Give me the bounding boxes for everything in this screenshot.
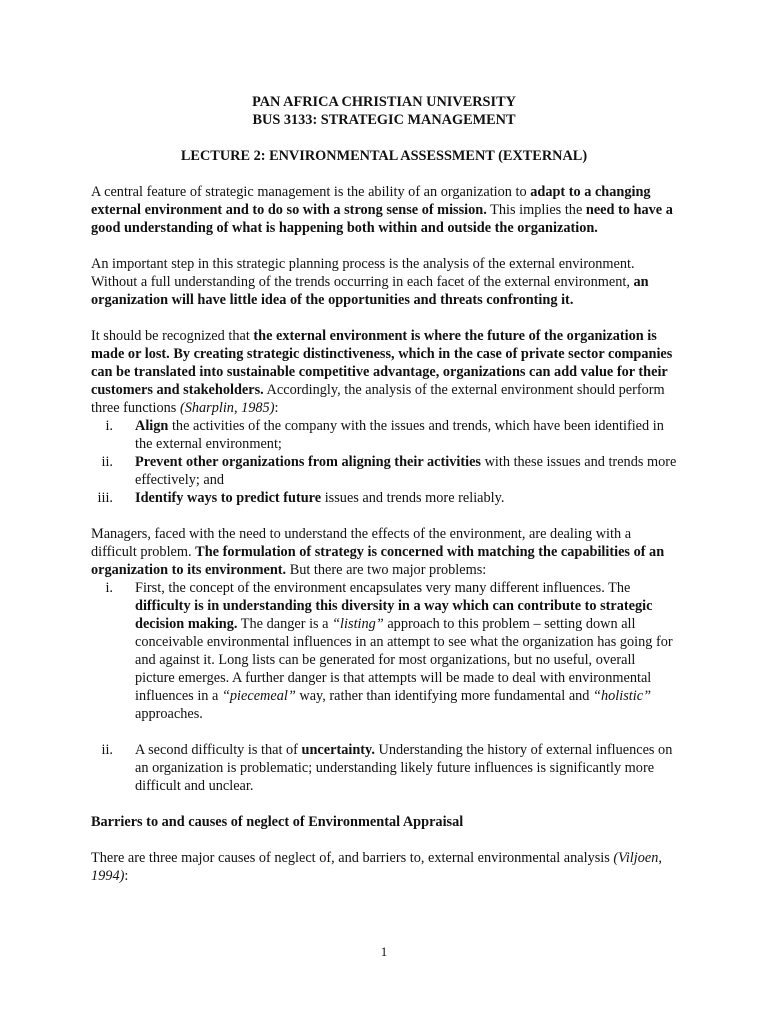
text-span: A central feature of strategic management is the ability of an organization to xyxy=(91,184,531,200)
text-span: This implies the xyxy=(486,202,586,218)
bold-span: Prevent other organizations from aligning their activities xyxy=(135,454,481,470)
managers-paragraph xyxy=(91,525,677,579)
bold-span: need to have a good understanding of what is happening both within and outside the organization. xyxy=(91,202,673,236)
recognition-paragraph xyxy=(91,327,677,417)
list-number: ii. xyxy=(101,742,113,758)
bold-span: uncertainty. xyxy=(301,742,375,758)
lecture-title: LECTURE 2: ENVIRONMENTAL ASSESSMENT (EXTERNAL) xyxy=(180,148,588,164)
document-page xyxy=(91,93,677,885)
problems-list xyxy=(91,579,677,795)
bold-span: an organization will have little idea of the opportunities and threats confronting it. xyxy=(91,274,649,308)
text-span: : xyxy=(274,400,279,416)
text-span: Understanding the history of external influences on an organization is problematic; understanding likely future influences is significantly more difficult and unclear. xyxy=(135,742,673,794)
list-number: i. xyxy=(105,580,113,596)
bold-span: Identify ways to predict future xyxy=(135,490,322,506)
bold-span: adapt to a changing external environment and to do so with a strong sense of mission. xyxy=(91,184,651,218)
text-span: approaches. xyxy=(135,706,203,722)
list-item xyxy=(91,579,677,723)
bold-span: difficulty is in understanding this diversity in a way which can contribute to strategic decision making. xyxy=(135,598,653,632)
list-item xyxy=(91,489,677,507)
causes-paragraph xyxy=(91,849,677,885)
citation: (Sharplin, 1985) xyxy=(179,400,275,416)
text-span: The danger is a xyxy=(237,616,333,632)
text-span: way, rather than identifying more fundamental and xyxy=(295,688,594,704)
list-number: i. xyxy=(105,418,113,434)
bold-span: The formulation of strategy is concerned with matching the capabilities of an organization to its environment. xyxy=(91,544,665,578)
list-item xyxy=(91,453,677,489)
list-spacer xyxy=(91,723,677,741)
text-span: Managers, faced with the need to understand the effects of the environment, are dealing with a difficult problem. xyxy=(91,526,632,560)
analysis-paragraph xyxy=(91,255,677,309)
functions-list xyxy=(91,417,677,507)
course-title: BUS 3133: STRATEGIC MANAGEMENT xyxy=(252,112,516,128)
text-span: There are three major causes of neglect of, and barriers to, external environmental analysis xyxy=(91,850,614,866)
text-span: : xyxy=(124,868,129,884)
italic-span: “piecemeal” xyxy=(221,688,296,704)
section-heading: Barriers to and causes of neglect of Environmental Appraisal xyxy=(91,814,464,830)
university-title: PAN AFRICA CHRISTIAN UNIVERSITY xyxy=(252,94,516,110)
text-span: But there are two major problems: xyxy=(286,562,487,578)
text-span: A second difficulty is that of xyxy=(135,742,302,758)
citation: (Viljoen, 1994) xyxy=(91,850,662,884)
bold-span: the external environment is where the future of the organization is made or lost. By creating strategic distinctiveness, which in the case of private sector companies can be translated into sustainable competitive advantage, organizations can add value for their customers and stakeholders. xyxy=(91,328,673,398)
text-span: First, the concept of the environment encapsulates very many different influences. The xyxy=(135,580,631,596)
text-span: the activities of the company with the issues and trends, which have been identified in the external environment; xyxy=(135,418,664,452)
text-span: with these issues and trends more effectively; and xyxy=(135,454,677,488)
list-number: iii. xyxy=(97,490,113,506)
text-span: issues and trends more reliably. xyxy=(321,490,505,506)
text-span: Accordingly, the analysis of the external environment should perform three functions xyxy=(91,382,665,416)
text-span: An important step in this strategic planning process is the analysis of the external environment. Without a full understanding of the trends occurring in each facet of the external environment, xyxy=(91,256,635,290)
list-item xyxy=(91,741,677,795)
bold-span: Align xyxy=(135,418,169,434)
italic-span: “holistic” xyxy=(593,688,652,704)
page-number: 1 xyxy=(380,944,388,959)
text-span: It should be recognized that xyxy=(91,328,254,344)
intro-paragraph xyxy=(91,183,677,237)
list-number: ii. xyxy=(101,454,113,470)
text-span: approach to this problem – setting down all conceivable environmental influences in an attempt to see what the organization has going for and against it. Long lists can be generated for most organizations, but no useful, overall picture emerges. A further danger is that attempts will be made to deal with environmental influences in a xyxy=(135,616,673,704)
italic-span: “listing” xyxy=(332,616,384,632)
list-item xyxy=(91,417,677,453)
